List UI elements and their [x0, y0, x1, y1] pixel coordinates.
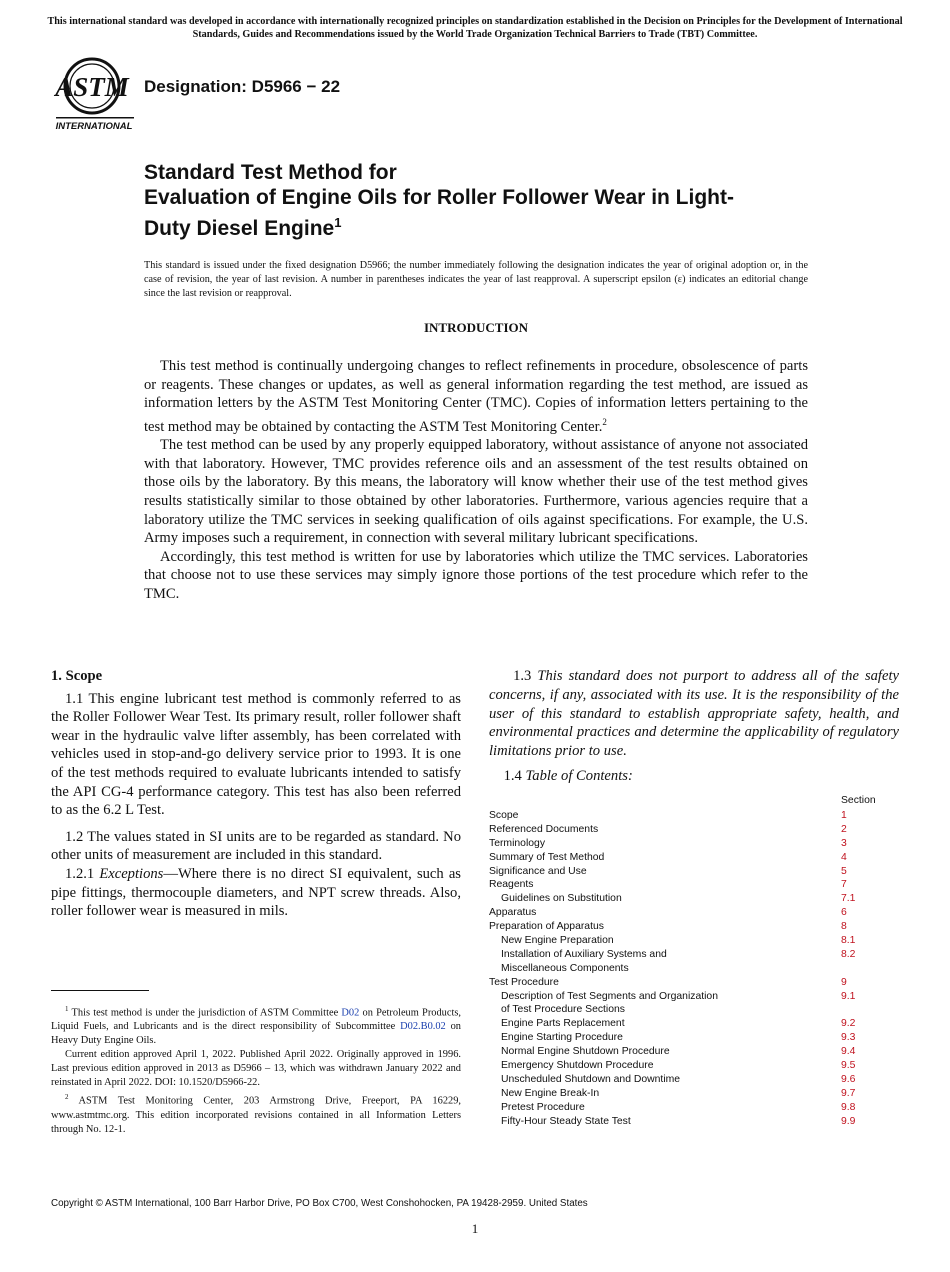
toc-section-link[interactable]: 3 — [841, 837, 847, 849]
committee-d02-link[interactable]: D02 — [341, 1007, 360, 1019]
intro-paragraph-2: The test method can be used by any properly equipped laboratory, without assistance of anyone not associated with that laboratory. However, TMC provides reference oils and an assessment of the test results obtained on those oils by the laboratory. By this means, the laboratory will know whether their use of the test method gives results statistically similar to those obtained by other laboratories. Furthermore, various agencies require that a laboratory utilize the TMC services in seeking qualification of oils against specifications. For example, the U.S. Army imposes such a requirement, in connection with several military lubricant specifications. — [144, 437, 808, 547]
page-number: 1 — [471, 1221, 479, 1236]
toc-section-link[interactable]: 8 — [841, 921, 847, 933]
toc-label: Unscheduled Shutdown and Downtime — [501, 1073, 681, 1085]
footnote-divider — [51, 990, 149, 991]
scope-heading: 1. Scope — [51, 668, 103, 684]
toc-label: of Test Procedure Sections — [501, 1004, 625, 1016]
toc-label: Engine Parts Replacement — [501, 1018, 625, 1030]
toc-label: Apparatus — [489, 907, 537, 919]
toc-section-link[interactable]: 2 — [841, 823, 847, 835]
toc-row — [489, 1059, 899, 1073]
toc-section-link[interactable]: 9 — [841, 976, 847, 988]
logo-subtext: INTERNATIONAL — [55, 121, 133, 132]
toc-row — [489, 976, 899, 990]
table-of-contents — [489, 809, 899, 1128]
left-column — [51, 667, 461, 921]
section-1-4: 1.4 Table of Contents: — [503, 767, 633, 784]
toc-row — [489, 906, 899, 920]
tbt-notice: This international standard was developed in accordance with internationally recognized principles on standardization established in the Decision on Principles for the Development of International Standards, Guides and Recommendations issued by the World Trade Organization Technical Barriers to Trade (TBT) Committee. — [47, 16, 903, 40]
toc-section-link[interactable]: 9.8 — [841, 1101, 856, 1113]
section-1-2-1: 1.2.1 Exceptions—Where there is no direct SI equivalent, such as pipe fittings, thermocouple diameters, and NPT screw threads. Also, roller follower wear is measured in mils. — [51, 865, 461, 920]
toc-section-header: Section — [841, 795, 876, 806]
toc-section-link[interactable]: 9.5 — [841, 1060, 856, 1072]
toc-section-link[interactable]: 8.1 — [841, 935, 856, 947]
toc-label: Installation of Auxiliary Systems and — [501, 948, 667, 960]
toc-label: Pretest Procedure — [501, 1101, 585, 1113]
toc-label: Significance and Use — [489, 865, 587, 877]
toc-row — [489, 1045, 899, 1059]
subcommittee-link[interactable]: D02.B0.02 — [400, 1021, 446, 1033]
toc-section-link[interactable]: 9.3 — [841, 1032, 856, 1044]
toc-label: Terminology — [489, 837, 546, 849]
toc-row — [489, 934, 899, 948]
title-line-1: Standard Test Method for — [144, 161, 397, 184]
toc-label: Reagents — [489, 879, 534, 891]
toc-label: Referenced Documents — [489, 823, 599, 835]
toc-label: New Engine Break-In — [501, 1087, 600, 1099]
toc-label: Guidelines on Substitution — [501, 893, 622, 905]
footnotes — [51, 1002, 461, 1137]
toc-label: Fifty-Hour Steady State Test — [501, 1115, 631, 1127]
intro-paragraph-3: Accordingly, this test method is written for use by laboratories which utilize the TMC services. Laboratories that choose not to use these services may simply ignore those portions of the test procedure which refer to the TMC. — [144, 548, 808, 602]
footnote-2: $^2$ ASTM Test Monitoring Center, 203 Armstrong Drive, Freeport, PA 16229, www.astmtmc.org. This edition incorporated revisions contained in all Information Letters through No. 12-1. — [51, 1093, 462, 1135]
toc-row — [489, 1073, 899, 1087]
toc-label: Description of Test Segments and Organization — [501, 990, 718, 1002]
title-line-2: Evaluation of Engine Oils for Roller Follower Wear in Light- — [144, 186, 734, 209]
toc-section-link[interactable]: 7 — [841, 879, 847, 891]
toc-row — [489, 837, 899, 851]
toc-row — [489, 1031, 899, 1045]
section-1-3: 1.3 This standard does not purport to address all of the safety concerns, if any, associated with its use. It is the responsibility of the user of this standard to establish appropriate safety, health, and environmental practices and determine the applicability of regulatory limitations prior to use. — [489, 668, 899, 760]
toc-row — [489, 1003, 899, 1017]
toc-section-link[interactable]: 9.6 — [841, 1073, 856, 1085]
section-1-1: 1.1 This engine lubricant test method is commonly referred to as the Roller Follower Wear Test. Its primary result, roller follower shaft wear in the hydraulic valve lifter assembly, has been correlated with vehicles used in stop-and-go delivery service prior to 1993. It is one of the test methods required to evaluate lubricants intended to satisfy the API CG-4 performance category. This test has also been referred to as the 6.2 L Test. — [51, 690, 461, 819]
toc-row — [489, 920, 899, 934]
intro-paragraph-1: This test method is continually undergoing changes to reflect refinements in procedure, obsolescence of parts or reagents. These changes or updates, as well as general information regarding the test method, are issued as information letters by the ASTM Test Monitoring Center (TMC). Copies of information letters pertaining to the test method may be obtained by contacting the ASTM Test Monitoring Center.$^2$ — [144, 358, 808, 435]
toc-section-link[interactable]: 4 — [841, 851, 847, 863]
toc-label: Engine Starting Procedure — [501, 1032, 623, 1044]
toc-label: Summary of Test Method — [489, 851, 605, 863]
issue-note: This standard is issued under the fixed designation D5966; the number immediately following the designation indicates the year of original adoption or, in the case of revision, the year of last revision. A number in parentheses indicates the year of last reapproval. A superscript epsilon (ε) indicates an editorial change since the last revision or reapproval. — [144, 260, 808, 299]
right-column — [489, 667, 899, 786]
toc-row — [489, 1101, 899, 1115]
title-footnote-ref[interactable]: 1 — [334, 215, 342, 230]
toc-section-link[interactable]: 9.4 — [841, 1046, 856, 1058]
introduction-body — [144, 357, 808, 604]
section-1-2: 1.2 The values stated in SI units are to be regarded as standard. No other units of measurement are included in this standard. — [51, 828, 461, 864]
toc-row — [489, 878, 899, 892]
toc-label: Miscellaneous Components — [501, 962, 629, 974]
title-line-3: Duty Diesel Engine — [144, 217, 335, 240]
toc-label: Emergency Shutdown Procedure — [501, 1060, 654, 1072]
document-title — [144, 160, 824, 241]
toc-row — [489, 1017, 899, 1031]
designation: Designation: D5966 − 22 — [144, 77, 341, 96]
toc-row — [489, 823, 899, 837]
toc-section-link[interactable]: 9.9 — [841, 1115, 856, 1127]
toc-section-link[interactable]: 9.2 — [841, 1018, 856, 1030]
toc-label: New Engine Preparation — [501, 935, 614, 947]
toc-section-link[interactable]: 8.2 — [841, 948, 856, 960]
toc-label: Scope — [489, 810, 519, 821]
introduction-heading: INTRODUCTION — [423, 320, 528, 335]
toc-row — [489, 948, 899, 962]
toc-row — [489, 809, 899, 823]
footnote-1: $^1$ This test method is under the jurisdiction of ASTM Committee D02 on Petroleum Products, Liquid Fuels, and Lubricants and is the direct responsibility of Subcommittee D02.B0.02 on Heavy Duty Engine Oils. — [51, 1005, 462, 1047]
toc-section-link[interactable]: 1 — [841, 810, 847, 821]
toc-label: Preparation of Apparatus — [489, 921, 604, 933]
toc-row — [489, 865, 899, 879]
toc-section-link[interactable]: 5 — [841, 865, 847, 877]
astm-logo — [52, 56, 136, 132]
toc-section-link[interactable]: 6 — [841, 907, 847, 919]
toc-row — [489, 1115, 899, 1129]
toc-section-link[interactable]: 9.7 — [841, 1087, 856, 1099]
toc-row — [489, 892, 899, 906]
toc-section-link[interactable]: 7.1 — [841, 893, 856, 905]
toc-label: Normal Engine Shutdown Procedure — [501, 1046, 670, 1058]
copyright: Copyright © ASTM International, 100 Barr Harbor Drive, PO Box C700, West Conshohocken, PA 19428-2959. United States — [51, 1198, 588, 1209]
toc-row — [489, 962, 899, 976]
intro-footnote-ref[interactable]: 2 — [602, 416, 607, 427]
toc-label: Test Procedure — [489, 976, 559, 988]
footnote-1-edition: Current edition approved April 1, 2022. Published April 2022. Originally approved in 1996. Last previous edition approved in 2013 as D5966 – 13, which was withdrawn January 2022 and reinstated in April 2022. DOI: 10.1520/D5966-22. — [51, 1049, 461, 1089]
toc-row — [489, 990, 899, 1004]
toc-row — [489, 1087, 899, 1101]
logo-text: ASTM — [55, 72, 129, 102]
toc-section-link[interactable]: 9.1 — [841, 990, 856, 1002]
toc-row — [489, 851, 899, 865]
